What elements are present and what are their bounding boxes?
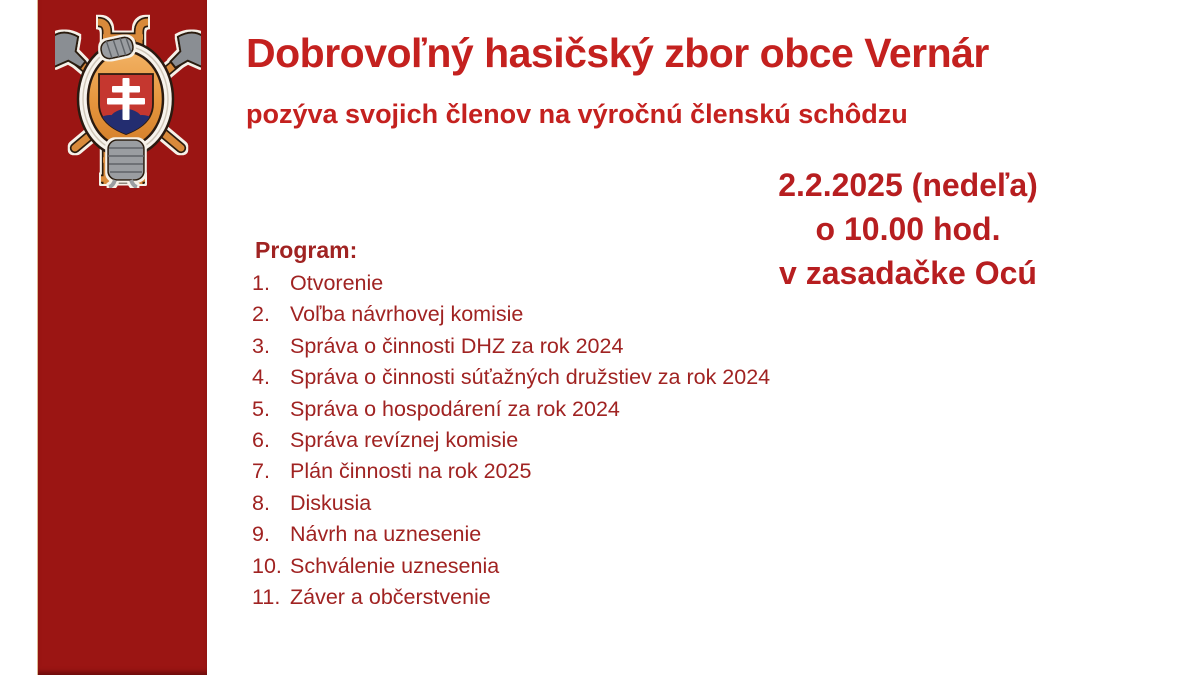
list-item [252, 582, 770, 613]
list-item [252, 394, 770, 425]
list-item-number: 2. [252, 302, 270, 327]
list-item-number: 8. [252, 490, 270, 515]
list-item-number: 5. [252, 396, 270, 421]
event-details [752, 163, 1064, 295]
page-title: Dobrovoľný hasičský zbor obce Vernár [246, 30, 989, 76]
page-subtitle: pozýva svojich členov na výročnú členskú schôdzu [246, 99, 908, 129]
list-item [252, 425, 770, 456]
list-item-number: 3. [252, 333, 270, 358]
list-item-label: Správa revíznej komisie [290, 427, 519, 452]
list-item-label: Návrh na uznesenie [290, 522, 482, 547]
event-place: v zasadačke Ocú [779, 255, 1037, 291]
program-list [252, 268, 770, 613]
event-date: 2.2.2025 (nedeľa) [778, 167, 1038, 203]
list-item-number: 7. [252, 459, 270, 484]
list-item-number: 4. [252, 365, 270, 390]
list-item-number: 6. [252, 427, 270, 452]
list-item-number: 9. [252, 522, 270, 547]
list-item-label: Diskusia [290, 490, 372, 515]
list-item [252, 488, 770, 519]
event-time: o 10.00 hod. [815, 211, 1001, 247]
list-item [252, 519, 770, 550]
list-item-label: Záver a občerstvenie [290, 584, 491, 609]
list-item [252, 268, 770, 299]
list-item-label: Správa o hospodárení za rok 2024 [290, 396, 620, 421]
list-item [252, 331, 770, 362]
list-item-label: Otvorenie [290, 271, 384, 295]
list-item-label: Plán činnosti na rok 2025 [290, 459, 532, 484]
program-heading: Program: [255, 237, 358, 263]
list-item-number: 10. [252, 553, 282, 578]
list-item-label: Správa o činnosti DHZ za rok 2024 [290, 333, 624, 358]
list-item-label: Správa o činnosti súťažných družstiev za rok 2024 [290, 365, 771, 390]
list-item [252, 456, 770, 487]
list-item [252, 551, 770, 582]
list-item-number: 11. [252, 584, 281, 609]
fire-brigade-emblem-icon [55, 12, 201, 188]
list-item-label: Schválenie uznesenia [290, 553, 500, 578]
list-item [252, 299, 770, 330]
list-item [252, 362, 770, 393]
list-item-number: 1. [252, 271, 270, 295]
list-item-label: Voľba návrhovej komisie [290, 302, 524, 327]
